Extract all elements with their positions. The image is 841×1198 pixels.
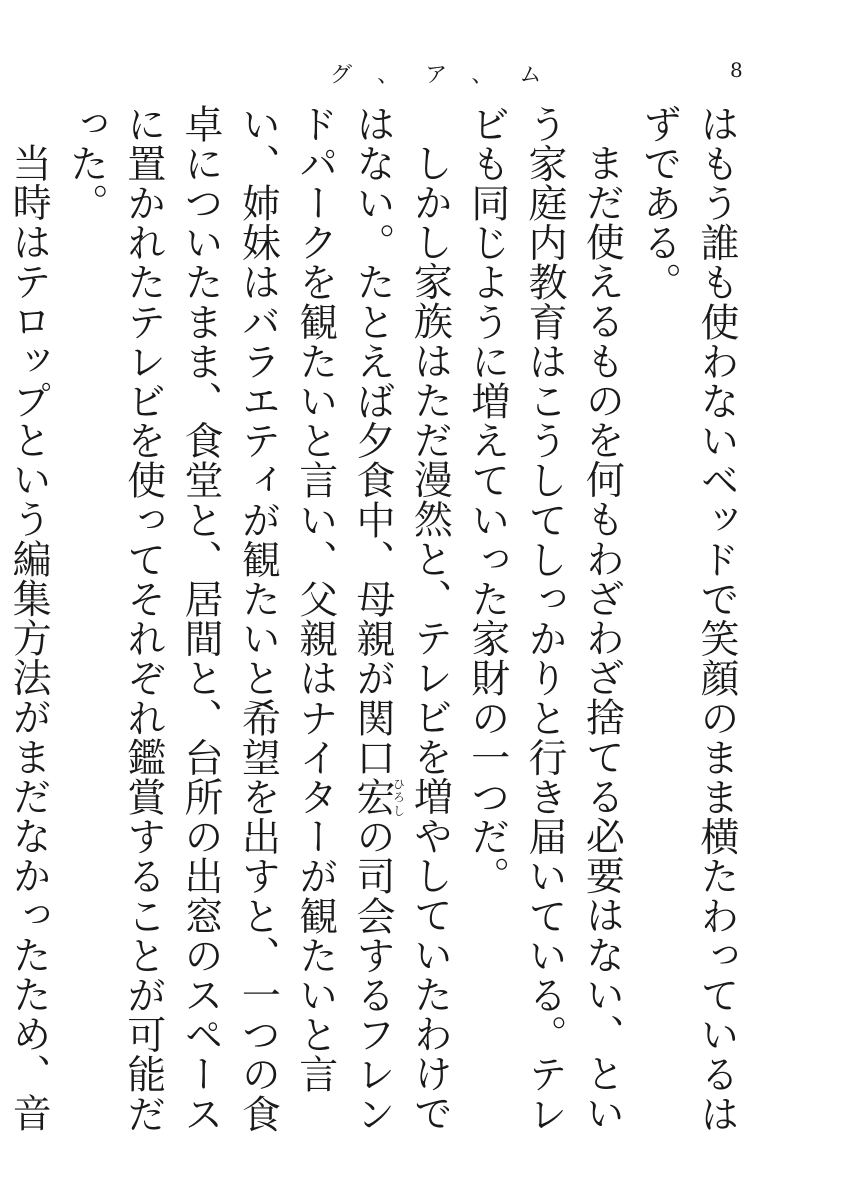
text-run: 当時はテロップという編集方法がまだなかったため、音 [6,143,52,1133]
text-run: の司会するフレンドパークを観たいと言い、父親はナイターが観たいと言い、姉妹はバラエティが観たいと希望を出すと、一つの食卓についたまま、食堂と、居間と、台所の出窓のスペースに置かれたテレビを使ってそれぞれ鑑賞することが可能だった。 [63,104,396,1134]
text-run: まだ使えるものを何もわざわざ捨てる必要はない、という家庭内教育はこうしてしっかりと行き届いている。テレビも同じように増えていった家財の一つだ。 [464,104,625,1134]
body-text [6,104,745,1144]
paragraph [458,104,630,1144]
paragraph [0,104,57,1144]
ruby-annotation [350,777,406,817]
text-run: はもう誰も使わないベッドで笑顔のまま横たわっているはずである。 [636,104,739,1134]
ruby-base: 宏 [350,777,396,817]
page-number: 8 [730,58,743,82]
paragraph [630,104,745,1144]
text-run: しかし家族はただ漫然と、テレビを増やしていたわけではない。たとえば夕食中、母親が関口 [350,104,453,1133]
paragraph [57,104,458,1144]
ruby-reading: ひろし [391,777,406,817]
running-title: グ、ア、ム [330,63,568,88]
